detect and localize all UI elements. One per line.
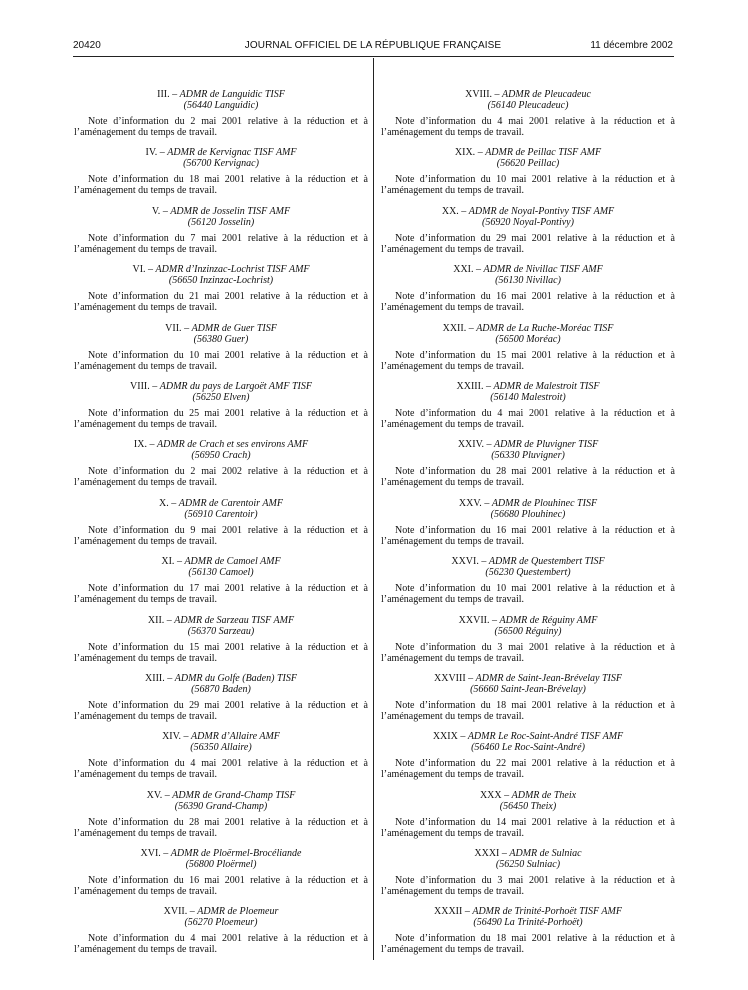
entry-title: XIX. – ADMR de Peillac TISF AMF [454, 147, 602, 159]
entry-note: Note d’information du 9 mai 2001 relative à la réduction et à l’aménagement du temps de travail. [74, 524, 368, 547]
entry-number: XIX. [454, 147, 476, 159]
entry-number: XXVIII [434, 672, 466, 684]
list-item [74, 147, 368, 205]
entry-number: XX. [441, 205, 459, 217]
entry-name: ADMR de Camoel AMF [184, 556, 281, 568]
entry-title: XXVIII – ADMR de Saint-Jean-Brévelay TISF [434, 672, 622, 684]
entry-name: ADMR de Pluvigner TISF [494, 439, 599, 451]
list-item [74, 264, 368, 322]
entry-title: XXVII. – ADMR de Réguiny AMF [458, 614, 598, 626]
entry-name: ADMR de Réguiny AMF [499, 614, 598, 626]
entry-note: Note d’information du 15 mai 2001 relative à la réduction et à l’aménagement du temps de travail. [74, 641, 368, 664]
entry-note: Note d’information du 28 mai 2001 relative à la réduction et à l’aménagement du temps de travail. [381, 466, 675, 489]
entry-number: VI. [132, 264, 146, 276]
entry-number: XVI. [140, 848, 161, 860]
entry-note: Note d’information du 29 mai 2001 relative à la réduction et à l’aménagement du temps de travail. [74, 699, 368, 722]
entry-postal: (56380 Guer) [193, 333, 249, 345]
entry-postal: (56680 Plouhinec) [490, 508, 566, 520]
entry-postal: (56440 Languidic) [183, 100, 259, 111]
entry-number: XXVI. [451, 556, 479, 568]
entry-name: ADMR du Golfe (Baden) TISF [174, 672, 297, 684]
entry-postal: (56130 Nivillac) [495, 275, 561, 287]
right-column [381, 89, 675, 965]
entry-note: Note d’information du 29 mai 2001 relative à la réduction et à l’aménagement du temps de travail. [381, 232, 675, 255]
entry-title: XXI. – ADMR de Nivillac TISF AMF [453, 264, 603, 276]
entry-name: ADMR du pays de Largoët AMF TISF [159, 380, 312, 392]
entry-note: Note d’information du 4 mai 2001 relative à la réduction et à l’aménagement du temps de travail. [74, 758, 368, 781]
entry-postal: (56910 Carentoir) [184, 508, 258, 520]
publication-date: 11 décembre 2002 [590, 40, 673, 51]
entry-postal: (56250 Sulniac) [495, 859, 561, 871]
entry-postal: (56130 Camoel) [188, 567, 254, 579]
entry-name: ADMR de Nivillac TISF AMF [483, 264, 603, 276]
entry-name: ADMR de Plouhinec TISF [491, 497, 598, 509]
entry-number: XXIX [432, 731, 458, 743]
list-item [74, 498, 368, 556]
entry-note: Note d’information du 18 mai 2001 relative à la réduction et à l’aménagement du temps de travail. [381, 699, 675, 722]
entry-number: XXXII [434, 906, 463, 918]
entry-postal: (56140 Malestroit) [490, 391, 566, 403]
left-column [74, 89, 368, 965]
entry-note: Note d’information du 16 mai 2001 relative à la réduction et à l’aménagement du temps de travail. [74, 875, 368, 898]
list-item [74, 381, 368, 439]
entry-postal: (56500 Réguiny) [494, 625, 562, 637]
entry-note: Note d’information du 25 mai 2001 relative à la réduction et à l’aménagement du temps de travail. [74, 407, 368, 430]
entry-title: VI. – ADMR d’Inzinzac-Lochrist TISF AMF [132, 264, 310, 276]
entry-name: ADMR Le Roc-Saint-André TISF AMF [467, 731, 624, 743]
list-item [381, 323, 675, 381]
entry-name: ADMR de Josselin TISF AMF [170, 205, 291, 217]
entry-note: Note d’information du 7 mai 2001 relative à la réduction et à l’aménagement du temps de travail. [74, 232, 368, 255]
page-header [73, 40, 673, 54]
entry-note: Note d’information du 18 mai 2001 relative à la réduction et à l’aménagement du temps de travail. [74, 174, 368, 197]
entry-note: Note d’information du 4 mai 2001 relative à la réduction et à l’aménagement du temps de travail. [381, 407, 675, 430]
entry-note: Note d’information du 10 mai 2001 relative à la réduction et à l’aménagement du temps de travail. [381, 174, 675, 197]
entry-title: XXXI – ADMR de Sulniac [474, 848, 582, 860]
entry-name: ADMR de Sarzeau TISF AMF [174, 614, 295, 626]
entry-postal: (56950 Crach) [191, 450, 251, 462]
entry-number: XXIII. [456, 380, 484, 392]
list-item [74, 790, 368, 848]
entry-name: ADMR de Languidic TISF [179, 89, 285, 100]
entry-name: ADMR de Pleucadeuc [502, 89, 591, 100]
entry-title: XX. – ADMR de Noyal-Pontivy TISF AMF [441, 205, 615, 217]
entry-postal: (56450 Theix) [499, 800, 557, 812]
entry-title: X. – ADMR de Carentoir AMF [159, 497, 283, 509]
entry-number: XI. [161, 556, 175, 568]
list-item [381, 439, 675, 497]
entry-number: XXII. [442, 322, 467, 334]
entry-number: XXX [479, 789, 502, 801]
list-item [381, 147, 675, 205]
entry-postal: (56490 La Trinité-Porhoët) [473, 917, 583, 929]
entry-title: XXIX – ADMR Le Roc-Saint-André TISF AMF [432, 731, 624, 743]
entry-title: VII. – ADMR de Guer TISF [165, 322, 277, 334]
list-item [381, 731, 675, 789]
entry-postal: (56370 Sarzeau) [187, 625, 255, 637]
entry-postal: (56620 Peillac) [496, 158, 560, 170]
entry-note: Note d’information du 16 mai 2001 relative à la réduction et à l’aménagement du temps de travail. [381, 524, 675, 547]
entry-number: XXXI [474, 848, 500, 860]
entry-number: III. [157, 89, 170, 100]
header-rule [73, 56, 674, 57]
entry-postal: (56250 Elven) [192, 391, 250, 403]
entry-name: ADMR de Trinité-Porhoët TISF AMF [472, 906, 622, 918]
entry-number: VIII. [130, 380, 150, 392]
entry-note: Note d’information du 16 mai 2001 relative à la réduction et à l’aménagement du temps de travail. [381, 291, 675, 314]
entry-note: Note d’information du 10 mai 2001 relative à la réduction et à l’aménagement du temps de travail. [74, 349, 368, 372]
entry-title: XVII. – ADMR de Ploemeur [163, 906, 279, 918]
entry-name: ADMR de Questembert TISF [488, 556, 605, 568]
entry-postal: (56660 Saint-Jean-Brévelay) [470, 683, 586, 695]
entry-name: ADMR de Sulniac [509, 848, 582, 860]
list-item [74, 556, 368, 614]
entry-title: XV. – ADMR de Grand-Champ TISF [146, 789, 296, 801]
entry-name: ADMR de Grand-Champ TISF [172, 789, 296, 801]
entry-number: XV. [146, 789, 163, 801]
entry-title: XXX – ADMR de Theix [479, 789, 577, 801]
entry-note: Note d’information du 2 mai 2002 relative à la réduction et à l’aménagement du temps de travail. [74, 466, 368, 489]
entry-note: Note d’information du 14 mai 2001 relative à la réduction et à l’aménagement du temps de travail. [381, 816, 675, 839]
entry-title: IX. – ADMR de Crach et ses environs AMF [133, 439, 309, 451]
list-item [74, 848, 368, 906]
page-number: 20420 [73, 40, 101, 51]
list-item [381, 498, 675, 556]
entry-title: VIII. – ADMR du pays de Largoët AMF TISF [130, 380, 312, 392]
list-item [381, 381, 675, 439]
entry-number: XVIII. [465, 89, 493, 100]
entry-number: XIV. [162, 731, 182, 743]
entry-title: XXII. – ADMR de La Ruche-Moréac TISF [442, 322, 614, 334]
entry-number: XXI. [453, 264, 474, 276]
list-item [381, 556, 675, 614]
entry-title: XVI. – ADMR de Ploërmel-Brocéliande [140, 848, 302, 860]
entry-name: ADMR de La Ruche-Moréac TISF [476, 322, 614, 334]
journal-title: JOURNAL OFFICIEL DE LA RÉPUBLIQUE FRANÇAISE [244, 40, 502, 51]
list-item [74, 906, 368, 964]
entry-name: ADMR de Ploërmel-Brocéliande [170, 848, 302, 860]
entry-note: Note d’information du 4 mai 2001 relative à la réduction et à l’aménagement du temps de travail. [74, 933, 368, 956]
list-item [74, 89, 368, 147]
entry-postal: (56460 Le Roc-Saint-André) [471, 742, 585, 754]
entry-number: VII. [165, 322, 182, 334]
entry-name: ADMR de Crach et ses environs AMF [156, 439, 309, 451]
entry-title: XXIII. – ADMR de Malestroit TISF [456, 380, 600, 392]
entry-note: Note d’information du 3 mai 2001 relative à la réduction et à l’aménagement du temps de travail. [381, 875, 675, 898]
entry-note: Note d’information du 4 mai 2001 relative à la réduction et à l’aménagement du temps de travail. [381, 116, 675, 138]
entry-postal: (56120 Josselin) [187, 216, 255, 228]
entry-number: XXV. [458, 497, 482, 509]
list-item [381, 264, 675, 322]
entry-number: X. [159, 497, 169, 509]
list-item [381, 790, 675, 848]
entry-number: V. [151, 205, 161, 217]
entry-title: XXXII – ADMR de Trinité-Porhoët TISF AMF [434, 906, 622, 918]
entry-title: XVIII. – ADMR de Pleucadeuc [465, 89, 591, 100]
list-item [381, 673, 675, 731]
entry-title: XXVI. – ADMR de Questembert TISF [451, 556, 605, 568]
entry-title: XIV. – ADMR d’Allaire AMF [162, 731, 280, 743]
entry-title: IV. – ADMR de Kervignac TISF AMF [145, 147, 297, 159]
list-item [74, 673, 368, 731]
list-item [74, 206, 368, 264]
entry-note: Note d’information du 21 mai 2001 relative à la réduction et à l’aménagement du temps de travail. [74, 291, 368, 314]
entry-note: Note d’information du 3 mai 2001 relative à la réduction et à l’aménagement du temps de travail. [381, 641, 675, 664]
entry-note: Note d’information du 17 mai 2001 relative à la réduction et à l’aménagement du temps de travail. [74, 583, 368, 606]
entry-title: XI. – ADMR de Camoel AMF [161, 556, 281, 568]
entry-postal: (56650 Inzinzac-Lochrist) [168, 275, 274, 287]
entry-name: ADMR d’Inzinzac-Lochrist TISF AMF [155, 264, 310, 276]
entry-number: XIII. [145, 672, 165, 684]
list-item [381, 615, 675, 673]
entry-name: ADMR de Malestroit TISF [493, 380, 600, 392]
list-item [381, 206, 675, 264]
entry-name: ADMR de Carentoir AMF [178, 497, 283, 509]
entry-postal: (56270 Ploemeur) [184, 917, 258, 929]
column-divider [373, 58, 374, 960]
entry-note: Note d’information du 22 mai 2001 relative à la réduction et à l’aménagement du temps de travail. [381, 758, 675, 781]
entry-postal: (56390 Grand-Champ) [174, 800, 268, 812]
list-item [74, 731, 368, 789]
entry-title: XXV. – ADMR de Plouhinec TISF [458, 497, 598, 509]
entry-note: Note d’information du 15 mai 2001 relative à la réduction et à l’aménagement du temps de travail. [381, 349, 675, 372]
entry-note: Note d’information du 2 mai 2001 relative à la réduction et à l’aménagement du temps de travail. [74, 116, 368, 138]
entry-number: XII. [147, 614, 165, 626]
entry-postal: (56330 Pluvigner) [491, 450, 565, 462]
entry-number: XXIV. [457, 439, 485, 451]
list-item [74, 439, 368, 497]
entry-name: ADMR de Peillac TISF AMF [485, 147, 602, 159]
entry-title: XIII. – ADMR du Golfe (Baden) TISF [145, 672, 297, 684]
entry-note: Note d’information du 28 mai 2001 relative à la réduction et à l’aménagement du temps de travail. [74, 816, 368, 839]
entry-name: ADMR de Saint-Jean-Brévelay TISF [475, 672, 622, 684]
list-item [381, 848, 675, 906]
entry-title: XXIV. – ADMR de Pluvigner TISF [457, 439, 599, 451]
entry-postal: (56140 Pleucadeuc) [487, 100, 569, 111]
entry-postal: (56800 Ploërmel) [185, 859, 257, 871]
entry-name: ADMR de Theix [511, 789, 577, 801]
list-item [381, 89, 675, 147]
entry-title: III. – ADMR de Languidic TISF [157, 89, 285, 100]
entry-name: ADMR de Noyal-Pontivy TISF AMF [468, 205, 615, 217]
entry-number: IV. [145, 147, 158, 159]
entry-name: ADMR de Guer TISF [191, 322, 277, 334]
entry-postal: (56230 Questembert) [485, 567, 571, 579]
entry-number: XXVII. [458, 614, 490, 626]
entry-postal: (56500 Moréac) [495, 333, 561, 345]
list-item [74, 323, 368, 381]
entry-note: Note d’information du 18 mai 2001 relative à la réduction et à l’aménagement du temps de travail. [381, 933, 675, 956]
entry-name: ADMR de Kervignac TISF AMF [167, 147, 297, 159]
entry-postal: (56870 Baden) [191, 683, 251, 695]
entry-name: ADMR d’Allaire AMF [191, 731, 280, 743]
entry-note: Note d’information du 10 mai 2001 relative à la réduction et à l’aménagement du temps de travail. [381, 583, 675, 606]
entry-postal: (56700 Kervignac) [183, 158, 259, 170]
entry-number: IX. [133, 439, 147, 451]
list-item [74, 615, 368, 673]
entry-title: XII. – ADMR de Sarzeau TISF AMF [147, 614, 295, 626]
entry-postal: (56920 Noyal-Pontivy) [482, 216, 574, 228]
list-item [381, 906, 675, 964]
entry-title: V. – ADMR de Josselin TISF AMF [151, 205, 291, 217]
entry-name: ADMR de Ploemeur [197, 906, 279, 918]
entry-postal: (56350 Allaire) [190, 742, 252, 754]
entry-number: XVII. [163, 906, 188, 918]
